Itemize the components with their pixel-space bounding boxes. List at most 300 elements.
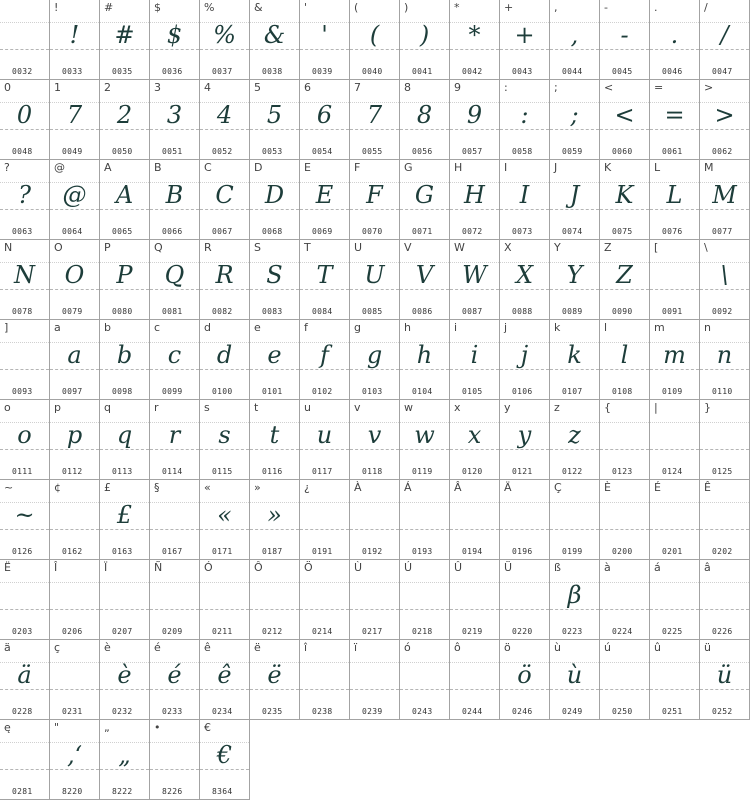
char-code: 0207 [112, 627, 133, 636]
key-label: g [354, 321, 361, 334]
glyph-sample: Y [566, 261, 583, 289]
glyph-cell [600, 400, 650, 480]
baseline [400, 369, 449, 370]
baseline [250, 609, 299, 610]
glyph-sample: ( [369, 21, 380, 49]
key-label: É [654, 481, 661, 494]
glyph-cell [150, 80, 200, 160]
baseline [650, 449, 699, 450]
glyph-cell [650, 320, 700, 400]
baseline [500, 289, 549, 290]
char-code: 0044 [562, 67, 583, 76]
key-label: $ [154, 1, 161, 14]
glyph-cell [150, 320, 200, 400]
char-code: 0051 [162, 147, 183, 156]
key-label: 0 [4, 81, 11, 94]
glyph-sample: H [464, 181, 485, 209]
char-code: 0083 [262, 307, 283, 316]
glyph-cell [600, 560, 650, 640]
glyph-sample: 0 [16, 101, 33, 129]
glyph-sample: 7 [366, 101, 383, 129]
glyph-sample [550, 498, 599, 528]
key-label: é [154, 641, 161, 654]
key-label: J [554, 161, 558, 174]
glyph-cell [650, 480, 700, 560]
char-code: 0065 [112, 227, 133, 236]
baseline [250, 369, 299, 370]
glyph-cell [300, 0, 350, 80]
key-label: b [104, 321, 111, 334]
glyph-cell [450, 480, 500, 560]
glyph-cell [400, 320, 450, 400]
glyph-sample: c [167, 341, 182, 369]
glyph-cell [500, 160, 550, 240]
glyph-sample: £ [116, 501, 133, 529]
glyph-sample: € [216, 741, 233, 769]
baseline [350, 369, 399, 370]
baseline [250, 49, 299, 50]
baseline [700, 689, 749, 690]
glyph-cell [500, 640, 550, 720]
char-code: 0246 [512, 707, 533, 716]
char-code: 0243 [412, 707, 433, 716]
glyph-sample: 4 [216, 101, 233, 129]
key-label: û [654, 641, 661, 654]
glyph-sample: n [716, 341, 733, 369]
glyph-sample: h [416, 341, 433, 369]
char-code: 0167 [162, 547, 183, 556]
glyph-sample: ä [17, 661, 32, 689]
key-label: à [604, 561, 611, 574]
baseline [0, 529, 49, 530]
glyph-sample: V [415, 261, 434, 289]
glyph-sample: \ [720, 261, 729, 289]
glyph-sample [50, 578, 99, 608]
baseline [700, 129, 749, 130]
baseline [300, 449, 349, 450]
baseline [250, 129, 299, 130]
glyph-cell [550, 400, 600, 480]
baseline [450, 609, 499, 610]
char-code: 0079 [62, 307, 83, 316]
glyph-cell [0, 240, 50, 320]
glyph-cell [250, 80, 300, 160]
glyph-cell [600, 240, 650, 320]
glyph-sample [650, 258, 699, 288]
char-code: 0116 [262, 467, 283, 476]
glyph-cell [0, 640, 50, 720]
baseline [250, 689, 299, 690]
key-label: ) [404, 1, 409, 14]
glyph-sample: q [116, 421, 133, 449]
glyph-sample: w [414, 421, 435, 449]
glyph-sample [50, 658, 99, 688]
glyph-sample [700, 578, 749, 608]
glyph-cell [250, 400, 300, 480]
baseline [600, 689, 649, 690]
glyph-sample: - [620, 21, 629, 49]
baseline [350, 609, 399, 610]
glyph-cell [600, 480, 650, 560]
baseline [450, 289, 499, 290]
baseline [100, 529, 149, 530]
char-code: 0061 [662, 147, 683, 156]
glyph-cell [100, 320, 150, 400]
glyph-cell [0, 400, 50, 480]
char-code: 0086 [412, 307, 433, 316]
baseline [100, 369, 149, 370]
glyph-cell [700, 160, 750, 240]
char-code: 0108 [612, 387, 633, 396]
glyph-cell [300, 480, 350, 560]
glyph-cell [50, 480, 100, 560]
baseline [400, 289, 449, 290]
glyph-sample [300, 578, 349, 608]
glyph-sample [400, 578, 449, 608]
baseline [350, 49, 399, 50]
char-code: 0105 [462, 387, 483, 396]
baseline [250, 289, 299, 290]
baseline [200, 209, 249, 210]
glyph-cell [700, 240, 750, 320]
baseline [500, 449, 549, 450]
key-label: k [554, 321, 561, 334]
char-code: 0082 [212, 307, 233, 316]
char-code: 0081 [162, 307, 183, 316]
baseline [500, 609, 549, 610]
baseline [400, 609, 449, 610]
glyph-cell [100, 560, 150, 640]
glyph-cell [150, 640, 200, 720]
glyph-sample [700, 418, 749, 448]
baseline [700, 609, 749, 610]
glyph-cell [200, 160, 250, 240]
char-code: 0111 [12, 467, 33, 476]
char-code: 0088 [512, 307, 533, 316]
glyph-cell [50, 320, 100, 400]
glyph-cell [450, 0, 500, 80]
key-label: ( [354, 1, 359, 14]
glyph-sample: # [114, 21, 135, 49]
glyph-cell [350, 400, 400, 480]
key-label: t [254, 401, 259, 414]
glyph-sample: j [520, 341, 529, 369]
baseline [0, 209, 49, 210]
key-label: € [204, 721, 211, 734]
char-code: 0055 [362, 147, 383, 156]
key-label: B [154, 161, 162, 174]
glyph-sample [300, 658, 349, 688]
key-label: 1 [54, 81, 61, 94]
char-code: 0047 [712, 67, 733, 76]
key-label: ü [704, 641, 711, 654]
glyph-cell [600, 80, 650, 160]
glyph-sample [150, 738, 199, 768]
baseline [550, 449, 599, 450]
char-code: 0224 [612, 627, 633, 636]
glyph-cell [550, 240, 600, 320]
baseline [550, 289, 599, 290]
key-label: Î [54, 561, 58, 574]
glyph-sample: è [117, 661, 132, 689]
glyph-cell [350, 80, 400, 160]
key-label: I [504, 161, 508, 174]
char-code: 0231 [62, 707, 83, 716]
char-code: 0091 [662, 307, 683, 316]
char-code: 0244 [462, 707, 483, 716]
glyph-sample [0, 18, 49, 48]
glyph-cell [300, 240, 350, 320]
key-label: { [604, 401, 611, 414]
key-label: @ [54, 161, 65, 174]
glyph-sample [400, 658, 449, 688]
key-label: e [254, 321, 261, 334]
baseline [500, 129, 549, 130]
key-label: » [254, 481, 261, 494]
baseline [600, 369, 649, 370]
glyph-cell [650, 400, 700, 480]
glyph-cell [250, 320, 300, 400]
glyph-cell [0, 720, 50, 800]
char-code: 0218 [412, 627, 433, 636]
baseline [650, 129, 699, 130]
char-code: 0123 [612, 467, 633, 476]
glyph-cell [700, 480, 750, 560]
char-code: 0085 [362, 307, 383, 316]
key-label: a [54, 321, 61, 334]
key-label: v [354, 401, 361, 414]
glyph-cell [100, 240, 150, 320]
glyph-cell [600, 160, 650, 240]
key-label: p [54, 401, 61, 414]
key-label: j [504, 321, 508, 334]
char-code: 0099 [162, 387, 183, 396]
glyph-sample: a [67, 341, 82, 369]
glyph-sample: G [414, 181, 435, 209]
glyph-cell [400, 240, 450, 320]
char-code: 0201 [662, 547, 683, 556]
char-code: 0050 [112, 147, 133, 156]
baseline [50, 289, 99, 290]
glyph-cell [700, 80, 750, 160]
glyph-cell [200, 720, 250, 800]
glyph-sample: ë [267, 661, 282, 689]
baseline [450, 449, 499, 450]
baseline [700, 209, 749, 210]
glyph-cell [450, 560, 500, 640]
baseline [550, 609, 599, 610]
key-label: W [454, 241, 465, 254]
char-code: 0045 [612, 67, 633, 76]
baseline [700, 369, 749, 370]
glyph-cell [700, 0, 750, 80]
glyph-sample: β [567, 581, 582, 609]
key-label: w [404, 401, 413, 414]
baseline [350, 129, 399, 130]
baseline [350, 529, 399, 530]
baseline [450, 129, 499, 130]
key-label: Ï [104, 561, 108, 574]
baseline [0, 129, 49, 130]
key-label: ó [404, 641, 411, 654]
char-code: 0069 [312, 227, 333, 236]
char-code: 0059 [562, 147, 583, 156]
glyph-sample: X [515, 261, 534, 289]
glyph-sample: ; [570, 101, 579, 129]
char-code: 0049 [62, 147, 83, 156]
glyph-cell [150, 720, 200, 800]
baseline [450, 209, 499, 210]
glyph-cell [0, 480, 50, 560]
glyph-sample: g [366, 341, 383, 369]
char-code: 0199 [562, 547, 583, 556]
baseline [250, 209, 299, 210]
glyph-cell [350, 640, 400, 720]
key-label: % [204, 1, 215, 14]
key-label: T [304, 241, 311, 254]
key-label: ' [304, 1, 308, 14]
char-code: 0087 [462, 307, 483, 316]
key-label: i [454, 321, 458, 334]
key-label: m [654, 321, 665, 334]
char-code: 0209 [162, 627, 183, 636]
char-code: 8220 [62, 787, 83, 796]
glyph-sample: 5 [266, 101, 283, 129]
char-code: 0046 [662, 67, 683, 76]
char-code: 8222 [112, 787, 133, 796]
glyph-cell [200, 0, 250, 80]
glyph-cell [350, 320, 400, 400]
char-code: 0214 [312, 627, 333, 636]
glyph-cell [450, 400, 500, 480]
baseline [100, 209, 149, 210]
glyph-cell [0, 80, 50, 160]
glyph-cell [250, 640, 300, 720]
baseline [550, 369, 599, 370]
key-label: ¿ [304, 481, 310, 494]
baseline [150, 369, 199, 370]
baseline [550, 129, 599, 130]
char-code: 0057 [462, 147, 483, 156]
baseline [500, 689, 549, 690]
glyph-cell [550, 560, 600, 640]
glyph-cell [450, 640, 500, 720]
glyph-cell [400, 160, 450, 240]
char-code: 0070 [362, 227, 383, 236]
glyph-cell [300, 320, 350, 400]
glyph-cell [400, 480, 450, 560]
glyph-cell [600, 320, 650, 400]
glyph-cell [200, 80, 250, 160]
char-code: 0120 [462, 467, 483, 476]
char-code: 0048 [12, 147, 33, 156]
glyph-cell [650, 240, 700, 320]
glyph-sample: = [664, 101, 685, 129]
char-code: 0036 [162, 67, 183, 76]
glyph-sample [650, 658, 699, 688]
key-label: & [254, 1, 263, 14]
baseline [50, 449, 99, 450]
baseline [450, 369, 499, 370]
glyph-cell [650, 0, 700, 80]
glyph-cell [100, 80, 150, 160]
baseline [350, 209, 399, 210]
char-code: 0220 [512, 627, 533, 636]
key-label: : [504, 81, 508, 94]
key-label: > [704, 81, 714, 94]
glyph-cell [0, 560, 50, 640]
char-code: 0118 [362, 467, 383, 476]
glyph-sample: ) [419, 21, 430, 49]
glyph-cell [400, 0, 450, 80]
key-label: ~ [4, 481, 14, 494]
glyph-sample: r [168, 421, 181, 449]
glyph-cell [0, 160, 50, 240]
key-label: q [104, 401, 111, 414]
key-label: f [304, 321, 308, 334]
char-code: 0252 [712, 707, 733, 716]
key-label: C [204, 161, 212, 174]
char-code: 0211 [212, 627, 233, 636]
key-label: î [304, 641, 308, 654]
glyph-sample: % [213, 21, 236, 49]
key-label: L [654, 161, 661, 174]
glyph-cell [200, 480, 250, 560]
glyph-sample: , [570, 21, 579, 49]
glyph-sample [450, 578, 499, 608]
glyph-cell [500, 240, 550, 320]
baseline [350, 449, 399, 450]
baseline [400, 209, 449, 210]
key-label: N [4, 241, 13, 254]
key-label: á [654, 561, 661, 574]
glyph-cell [100, 160, 150, 240]
glyph-cell [0, 0, 50, 80]
baseline [400, 449, 449, 450]
baseline [550, 529, 599, 530]
glyph-cell [300, 640, 350, 720]
baseline [50, 129, 99, 130]
key-label: K [604, 161, 612, 174]
char-code: 0217 [362, 627, 383, 636]
char-code: 0249 [562, 707, 583, 716]
key-label: 7 [354, 81, 361, 94]
char-code: 0052 [212, 147, 233, 156]
glyph-sample: 3 [166, 101, 183, 129]
char-code: 0196 [512, 547, 533, 556]
baseline [50, 209, 99, 210]
key-label: Ö [304, 561, 313, 574]
char-code: 0234 [212, 707, 233, 716]
glyph-cell [700, 400, 750, 480]
glyph-sample [600, 418, 649, 448]
char-code: 0107 [562, 387, 583, 396]
baseline [550, 689, 599, 690]
glyph-sample: Z [616, 261, 633, 289]
glyph-cell [200, 240, 250, 320]
baseline [700, 529, 749, 530]
glyph-cell [0, 320, 50, 400]
char-code: 0233 [162, 707, 183, 716]
glyph-sample: t [269, 421, 280, 449]
baseline [500, 369, 549, 370]
glyph-sample: ö [517, 661, 532, 689]
key-label: Ç [554, 481, 562, 494]
glyph-sample: x [467, 421, 482, 449]
char-code: 0053 [262, 147, 283, 156]
key-label: Ä [504, 481, 512, 494]
key-label: ô [454, 641, 461, 654]
